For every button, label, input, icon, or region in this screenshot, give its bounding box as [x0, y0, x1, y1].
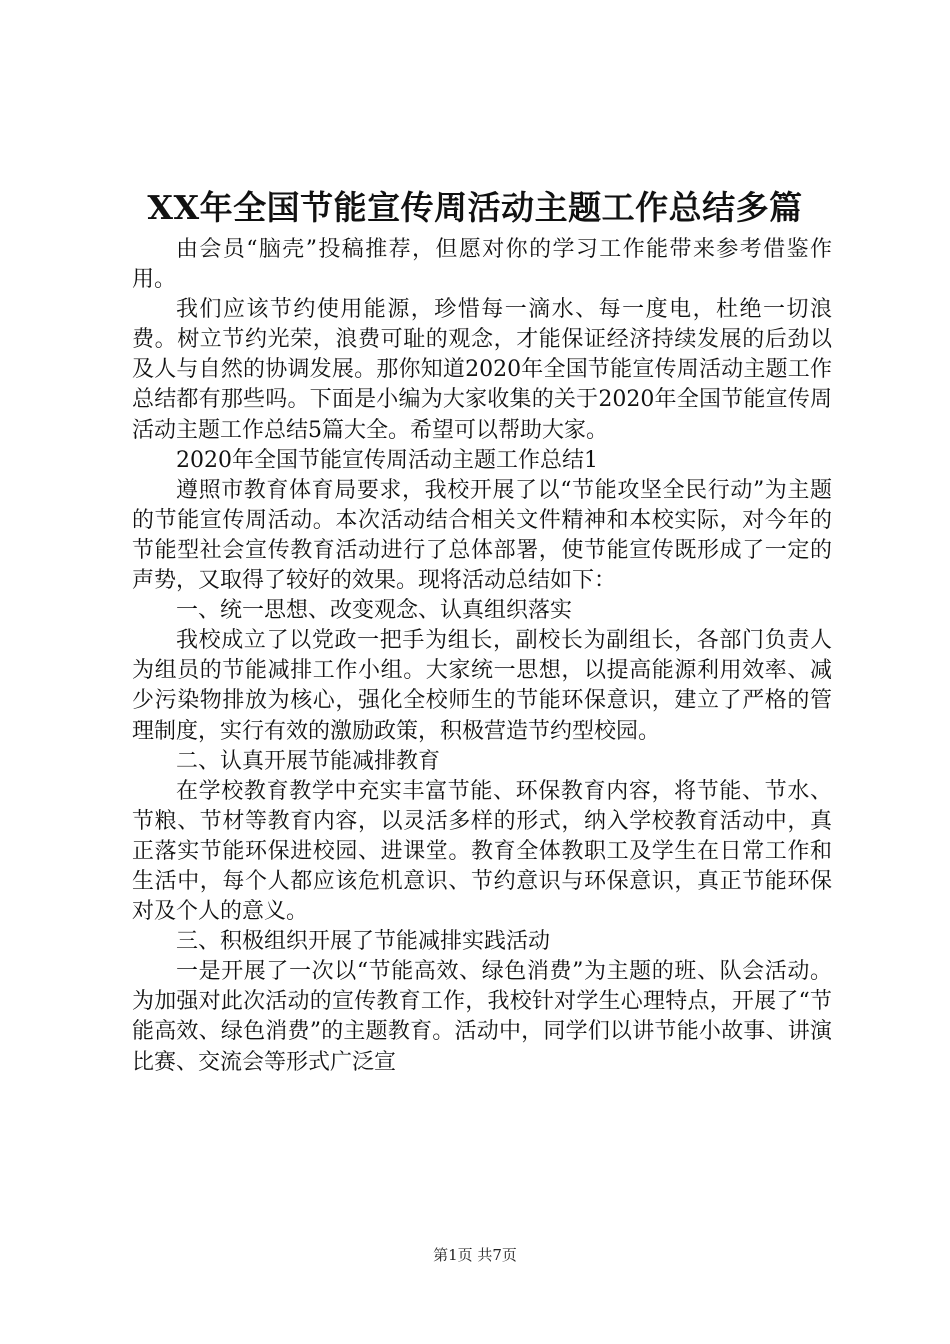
document-title: XX年全国节能宣传周活动主题工作总结多篇	[147, 188, 803, 227]
document-body	[132, 235, 832, 1078]
heading-1: 一、统一思想、改变观念、认真组织落实	[176, 598, 573, 624]
paragraph-intro: 由会员“脑壳”投稿推荐，但愿对你的学习工作能带来参考借鉴作用。	[132, 237, 832, 293]
paragraph-2: 在学校教育教学中充实丰富节能、环保教育内容，将节能、节水、节粮、节材等教育内容，以灵活多样的形式，纳入学校教育活动中，真正落实节能环保进校园、进课堂。教育全体教职工及学生在日常工作和生活中，每个人都应该危机意识、节约意识与环保意识，真正节能环保对及个人的意义。	[132, 778, 832, 925]
paragraph-1: 我校成立了以党政一把手为组长，副校长为副组长，各部门负责人为组员的节能减排工作小组。大家统一思想，以提高能源利用效率、减少污染物排放为核心，强化全校师生的节能环保意识，建立了严格的管理制度，实行有效的激励政策，积极营造节约型校园。	[132, 628, 832, 744]
paragraph-3: 一是开展了一次以“节能高效、绿色消费”为主题的班、队会活动。为加强对此次活动的宣传教育工作，我校针对学生心理特点，开展了“节能高效、绿色消费”的主题教育。活动中，同学们以讲节能小故事、讲演比赛、交流会等形式广泛宣	[132, 959, 832, 1075]
paragraph-overview: 遵照市教育体育局要求，我校开展了以“节能攻坚全民行动”为主题的节能宣传周活动。本次活动结合相关文件精神和本校实际，对今年的节能型社会宣传教育活动进行了总体部署，使节能宣传既形成了一定的声势，又取得了较好的效果。现将活动总结如下：	[132, 477, 832, 594]
heading-2: 二、认真开展节能减排教育	[176, 748, 441, 774]
paragraph-preface: 我们应该节约使用能源，珍惜每一滴水、每一度电，杜绝一切浪费。树立节约光荣，浪费可耻的观念，才能保证经济持续发展的后劲以及人与自然的协调发展。那你知道2020年全国节能宣传周活动主题工作总结都有那些吗。下面是小编为大家收集的关于2020年全国节能宣传周活动主题工作总结5篇大全。希望可以帮助大家。	[132, 297, 832, 443]
page-footer: 第1页 共7页	[433, 1246, 517, 1264]
heading-3: 三、积极组织开展了节能减排实践活动	[176, 929, 551, 955]
section-title: 2020年全国节能宣传周活动主题工作总结1	[176, 447, 598, 473]
